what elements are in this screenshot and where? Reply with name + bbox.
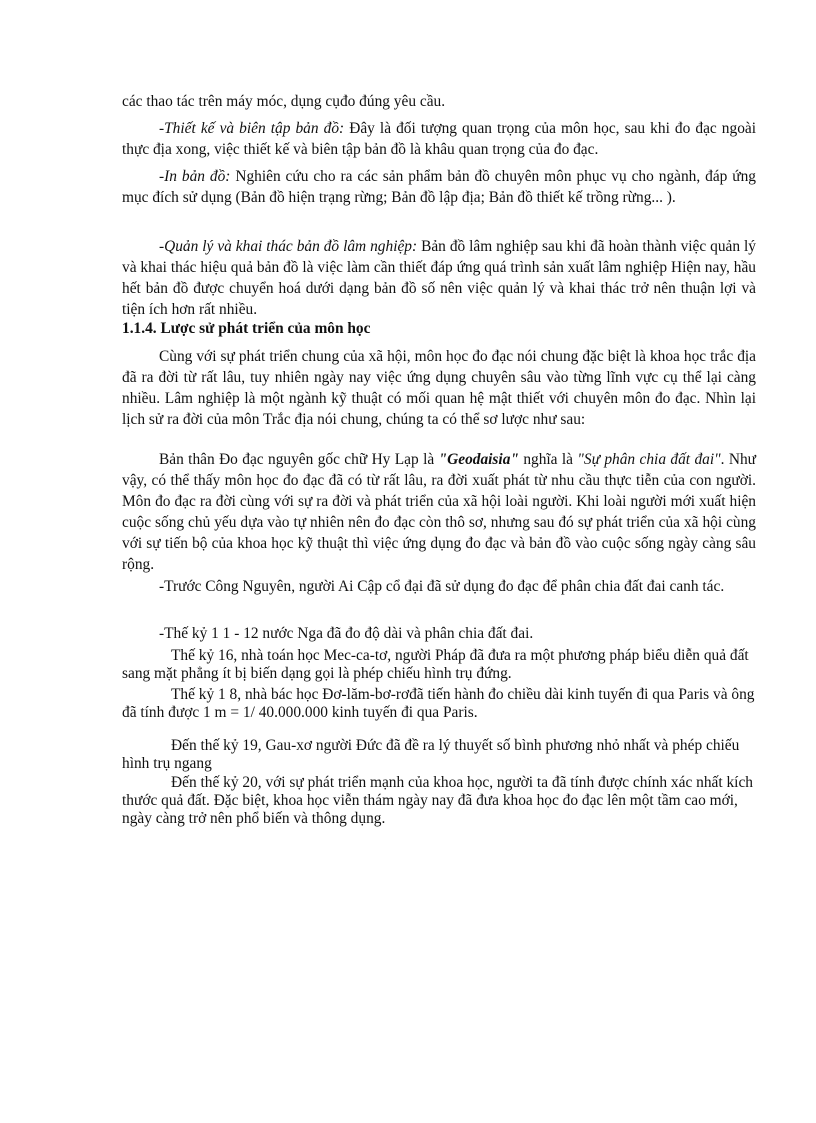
paragraph-text: Đến thế kỷ 19, Gau-xơ người Đức đã đề ra lý thuyết số bình phương nhỏ nhất và phép chiếu hình trụ ngang	[122, 737, 740, 772]
paragraph-text: Đây là đối tượng quan trọng của môn học, sau khi đo đạc ngoài thực địa xong, việc thiết kế và biên tập bản đồ là khâu quan trọng của đo đạc.	[122, 120, 756, 158]
paragraph-20th-century	[122, 774, 762, 828]
paragraph-map-printing	[122, 166, 756, 208]
paragraph-text: các thao tác trên máy móc, dụng cụđo đúng yêu cầu.	[122, 93, 446, 110]
term-geodaisia: "Geodaisia"	[438, 451, 519, 468]
paragraph-text: -Trước Công Nguyên, người Ai Cập cổ đại đã sử dụng đo đạc để phân chia đất đai canh tác.	[159, 578, 725, 595]
paragraph-lead: -In bản đồ:	[159, 168, 231, 185]
paragraph-text: Đến thế kỷ 20, với sự phát triển mạnh của khoa học, người ta đã tính được chính xác nhất kích thước quả đất. Đặc biệt, khoa học viễn thám ngày nay đã đưa khoa học đo đạc lên một tầm cao mới, ngày càng trở nên phổ biến và thông dụng.	[122, 774, 753, 827]
paragraph-continuation	[122, 91, 756, 112]
paragraph-19th-century	[122, 737, 762, 773]
paragraph-18th-century	[122, 686, 762, 722]
section-heading: 1.1.4. Lược sử phát triển của môn học	[122, 320, 371, 337]
paragraph-lead: -Thiết kế và biên tập bản đồ:	[159, 120, 345, 137]
paragraph-text: Bản thân Đo đạc nguyên gốc chữ Hy Lạp là	[159, 451, 439, 468]
paragraph-text: Bản đồ lâm nghiệp sau khi đã hoàn thành việc quản lý và khai thác hiệu quả bản đồ là việc làm cần thiết đáp ứng quá trình sản xuất lâm nghiệp Hiện nay, hầu hết bản đồ được chuyển hoá dưới dạng bản đồ số nên việc quản lý và khai thác trở nên thuận lợi và tiện ích hơn rất nhiều.	[122, 238, 756, 318]
paragraph-text: Cùng với sự phát triển chung của xã hội, môn học đo đạc nói chung đặc biệt là khoa học trắc địa đã ra đời từ rất lâu, tuy nhiên ngày nay việc ứng dụng chuyên sâu vào từng lĩnh vực cụ thể lại càng nhiều. Lâm nghiệp là một ngành kỹ thuật có mối quan hệ mật thiết với chuyên môn đo đạc. Nhìn lại lịch sử ra đời của môn Trắc địa nói chung, chúng ta có thể sơ lược như sau:	[122, 348, 756, 428]
paragraph-text: Nghiên cứu cho ra các sản phẩm bản đồ chuyên môn phục vụ cho ngành, đáp ứng mục đích sử dụng (Bản đồ hiện trạng rừng; Bản đồ lập địa; Bản đồ thiết kế trồng rừng... ).	[122, 168, 757, 206]
paragraph-egypt	[122, 576, 756, 597]
term-meaning: "Sự phân chia đất đai"	[577, 451, 721, 468]
paragraph-map-management	[122, 236, 756, 320]
paragraph-text: . Như vậy, có thể thấy môn học đo đạc đã có từ rất lâu, ra đời xuất phát từ nhu cầu thực tiễn của con người. Môn đo đạc ra đời cùng với sự ra đời và phát triển của xã hội loài người. Khi loài người mới xuất hiện cuộc sống chủ yếu dựa vào tự nhiên nên đo đạc còn thô sơ, nhưng sau đó sự phát triển của xã hội cùng với sự tiến bộ của khoa học kỹ thuật thì việc ứng dụng đo đạc và bản đồ vào cuộc sống ngày càng sâu rộng.	[122, 451, 756, 573]
paragraph-16th-century	[122, 647, 762, 683]
paragraph-origin	[122, 449, 756, 575]
paragraph-text: nghĩa là	[518, 451, 578, 468]
paragraph-text: Thế kỷ 16, nhà toán học Mec-ca-tơ, người Pháp đã đưa ra một phương pháp biểu diễn quả đất sang mặt phẳng ít bị biến dạng gọi là phép chiếu hình trụ đứng.	[122, 647, 749, 682]
paragraph-design-editing	[122, 118, 756, 160]
paragraph-russia	[122, 623, 756, 644]
paragraph-history-intro	[122, 346, 756, 430]
paragraph-text: Thế kỷ 1 8, nhà bác học Đơ-lăm-bơ-rơđã tiến hành đo chiều dài kinh tuyến đi qua Paris và ông đã tính được 1 m = 1/ 40.000.000 kinh tuyến đi qua Paris.	[122, 686, 755, 721]
paragraph-lead: -Quản lý và khai thác bản đồ lâm nghiệp:	[159, 238, 418, 255]
paragraph-text: -Thế kỷ 1 1 - 12 nước Nga đã đo độ dài và phân chia đất đai.	[159, 625, 534, 642]
